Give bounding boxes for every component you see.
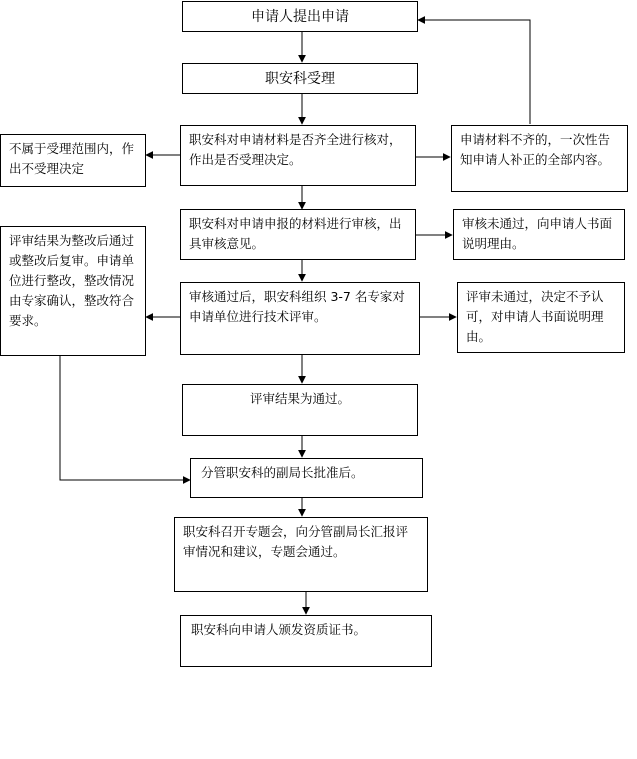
step9-box xyxy=(180,615,432,667)
step3-box xyxy=(180,125,416,186)
step5-right-box xyxy=(457,282,625,353)
step8-box xyxy=(174,517,428,592)
step5-box xyxy=(180,282,420,355)
arrow-left-to-step7 xyxy=(60,356,190,480)
step3-left-label: 不属于受理范围内，作出不受理决定 xyxy=(9,141,135,176)
step5-left-box xyxy=(0,226,146,356)
step6-label: 评审结果为通过。 xyxy=(249,391,350,406)
arrow-right-return-to-step1 xyxy=(418,20,530,124)
step1-box xyxy=(182,1,418,32)
step7-label: 分管职安科的副局长批准后。 xyxy=(201,465,364,480)
step2-box xyxy=(182,63,418,94)
step5-right-label: 评审未通过，决定不予认可，对申请人书面说明理由。 xyxy=(466,289,604,344)
step9-label: 职安科向申请人颁发资质证书。 xyxy=(191,622,367,637)
step4-right-box xyxy=(453,209,625,260)
step4-label: 职安科对申请申报的材料进行审核，出具审核意见。 xyxy=(189,216,402,251)
step3-label: 职安科对申请材料是否齐全进行核对，作出是否受理决定。 xyxy=(189,132,402,167)
step6-box xyxy=(182,384,418,436)
step5-label: 审核通过后，职安科组织 3-7 名专家对申请单位进行技术评审。 xyxy=(189,289,405,324)
step2-label: 职安科受理 xyxy=(265,70,335,87)
step3-right-box xyxy=(451,125,628,192)
step7-box xyxy=(190,458,423,498)
step3-right-label: 申请材料不齐的，一次性告知申请人补正的全部内容。 xyxy=(460,132,611,167)
step4-right-label: 审核未通过，向申请人书面说明理由。 xyxy=(462,216,613,251)
step1-label: 申请人提出申请 xyxy=(251,8,349,25)
step8-label: 职安科召开专题会，向分管副局长汇报评审情况和建议，专题会通过。 xyxy=(183,524,409,559)
step4-box xyxy=(180,209,416,260)
step5-left-label: 评审结果为整改后通过或整改后复审。申请单位进行整改，整改情况由专家确认，整改符合要求。 xyxy=(9,233,135,328)
step3-left-box xyxy=(0,134,146,187)
